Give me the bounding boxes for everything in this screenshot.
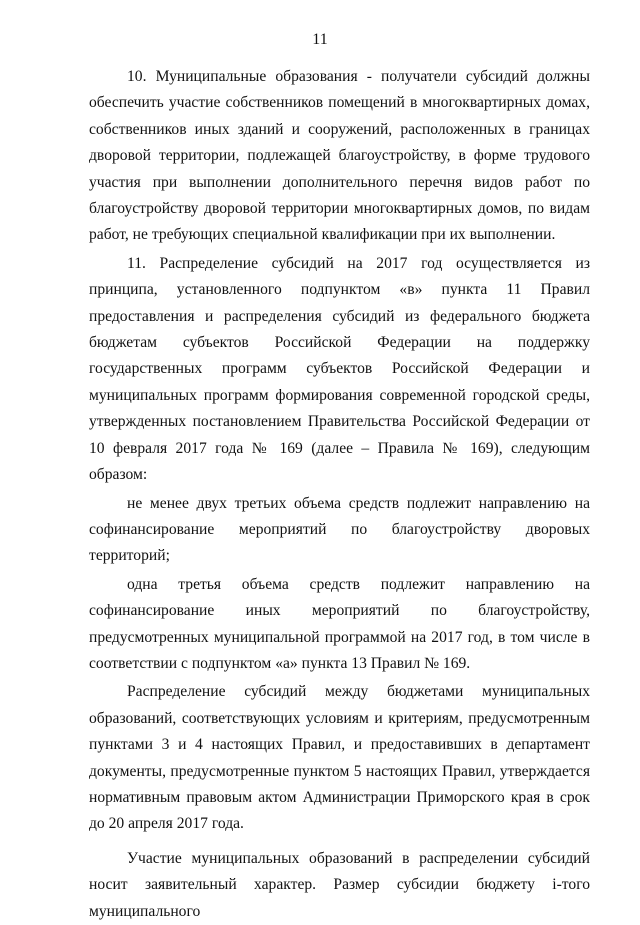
document-body bbox=[89, 64, 590, 925]
page-number: 11 bbox=[312, 31, 328, 48]
paragraph-10: 10. Муниципальные образования - получатели субсидий должны обеспечить участие собственников помещений в многоквартирных домах, собственников иных зданий и сооружений, расположенных в границах дворовой территории, подлежащей благоустройству, в форме трудового участия при выполнении дополнительного перечня видов работ по благоустройству дворовой территории многоквартирных домов, по видам работ, не требующих специальной квалификации при их выполнении. bbox=[89, 68, 590, 244]
paragraph-distribution: Распределение субсидий между бюджетами муниципальных образований, соответствующих условиям и критериям, предусмотренным пунктами 3 и 4 настоящих Правил, и предоставивших в департамент документы, предусмотренные пунктом 5 настоящих Правил, утверждается нормативным правовым актом Администрации Приморского края в срок до 20 апреля 2017 года. bbox=[89, 683, 590, 833]
paragraph-one-third: одна третья объема средств подлежит направлению на софинансирование иных мероприятий по благоустройству, предусмотренных муниципальной программой на 2017 год, в том числе в соответствии с подпунктом «а» пункта 13 Правил № 169. bbox=[89, 575, 590, 672]
paragraph-participation: Участие муниципальных образований в распределении субсидий носит заявительный характер. Размер субсидии бюджету i-того муниципального bbox=[89, 849, 590, 920]
paragraph-two-thirds: не менее двух третьих объема средств подлежит направлению на софинансирование мероприятий по благоустройству дворовых территорий; bbox=[89, 494, 590, 565]
paragraph-11: 11. Распределение субсидий на 2017 год осуществляется из принципа, установленного подпунктом «в» пункта 11 Правил предоставления и распределения субсидий из федерального бюджета бюджетам субъектов Российской Федерации на поддержку государственных программ субъектов Российской Федерации и муниципальных программ формирования современной городской среды, утвержденных постановлением Правительства Российской Федерации от 10 февраля 2017 года № 169 (далее – Правила № 169), следующим образом: bbox=[89, 254, 590, 484]
